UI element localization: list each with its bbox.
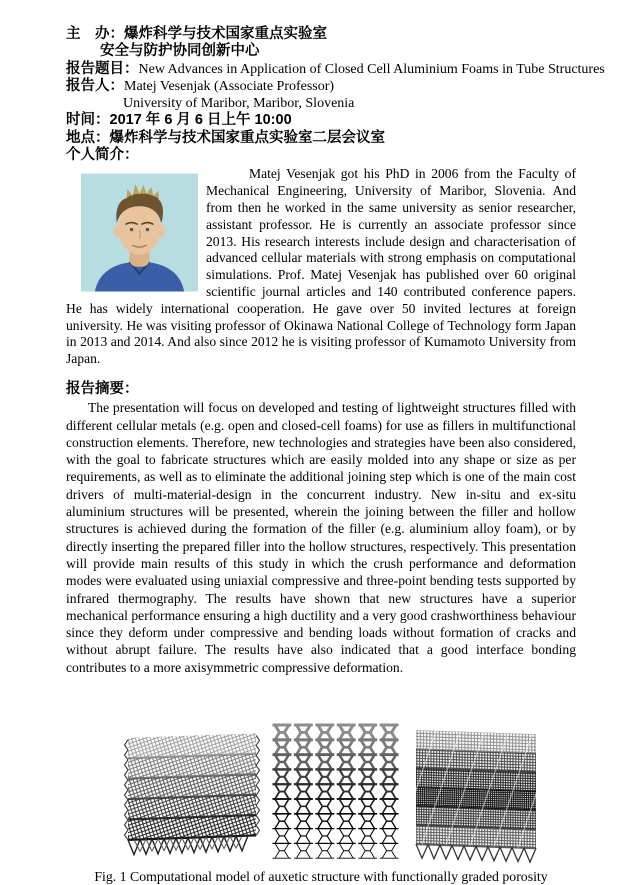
bio-label: 个人简介：	[66, 147, 139, 164]
organizer-line-2	[66, 43, 576, 60]
figure-auxetic-2d-middle	[270, 722, 402, 860]
speaker-photo	[81, 173, 198, 292]
speaker-label: 报告人：	[66, 77, 124, 94]
organizer-line	[66, 26, 576, 43]
talk-title-label: 报告题目：	[66, 60, 139, 77]
location-label: 地点：	[66, 129, 110, 146]
abstract-text: The presentation will focus on developed and testing of lightweight structures filled with different cellular metals (e.g. open and closed-cell foams) for use as fillers in multifunctional construction elements. Therefore, new technologies and strategies have been also considered, with the goal to fabricate structures which are easily molded into any shape or size as per requirements, as well as to eliminate the additional joining step which is one of the main cost drivers of multi-material-design in the concurrent industry. New in-situ and ex-situ aluminium structures will be presented, wherein the joining between the filler and hollow structures is achieved during the formation of the filler (e.g. aluminium alloy foam), or by directly inserting the prepared filler into the hollow structures, respectively. This presentation will provide main results of this study in which the crush performance and deformation modes were evaluated using uniaxial compressive and three-point bending tests supported by infrared thermography. The results have shown that new structures have a superior mechanical performance ensuring a high ductility and a very good crashworthiness behaviour since they deform under compressive and bending loads without formation of cracks and without abrupt failure. The results have also indicated that a good interface bonding contributes to a more axisymmetric compressive deformation.	[66, 400, 576, 675]
organizer-label: 主 办：	[66, 26, 124, 42]
time-label: 时间：	[66, 112, 110, 129]
bio-text: Matej Vesenjak got his PhD in 2006 from the Faculty of Mechanical Engineering, University of Maribor, Slovenia. And from then he worked in the same university as senior researcher, assistant professor. He is currently an associate professor since 2013. His research interests include design and characterisation of advanced cellular materials with strong emphasis on computational simulations. Prof. Matej Vesenjak has published over 60 original scientific journal articles and 140 contributed conference papers. He has widely international cooperation. He gave over 50 invited lectures at foreign university. He was visiting professor of Okinawa National College of Technology form Japan in 2013 and 2014. And also since 2012 he is visiting professor of Kumamoto University from Japan.	[66, 166, 576, 367]
figure-caption: Fig. 1 Computational model of auxetic structure with functionally graded porosity	[94, 868, 548, 884]
speaker-affiliation: University of Maribor, Maribor, Slovenia	[123, 96, 355, 112]
organizer-name: 爆炸科学与技术国家重点实验室	[124, 26, 327, 42]
location-value: 爆炸科学与技术国家重点实验室二层会议室	[109, 129, 385, 146]
figure-auxetic-3d-right	[412, 724, 538, 860]
location-line	[66, 130, 576, 147]
figure-block	[66, 722, 576, 885]
header-block	[66, 26, 605, 164]
bio-section	[66, 166, 576, 368]
bio-label-line	[66, 147, 576, 164]
figure-auxetic-3d-left	[118, 728, 260, 860]
speaker-name: Matej Vesenjak (Associate Professor)	[124, 78, 335, 94]
time-line	[66, 112, 576, 129]
affiliation-line	[66, 95, 576, 112]
talk-title-line	[66, 60, 605, 78]
organizer-center-name: 安全与防护协同创新中心	[100, 43, 260, 60]
talk-title: New Advances in Application of Closed Cell Aluminium Foams in Tube Structures	[138, 61, 605, 77]
figure-row	[118, 722, 576, 860]
abstract-section	[66, 381, 576, 676]
speaker-line	[66, 78, 576, 95]
time-value: 2017 年 6 月 6 日上午 10:00	[109, 112, 292, 129]
abstract-label: 报告摘要：	[66, 380, 139, 397]
